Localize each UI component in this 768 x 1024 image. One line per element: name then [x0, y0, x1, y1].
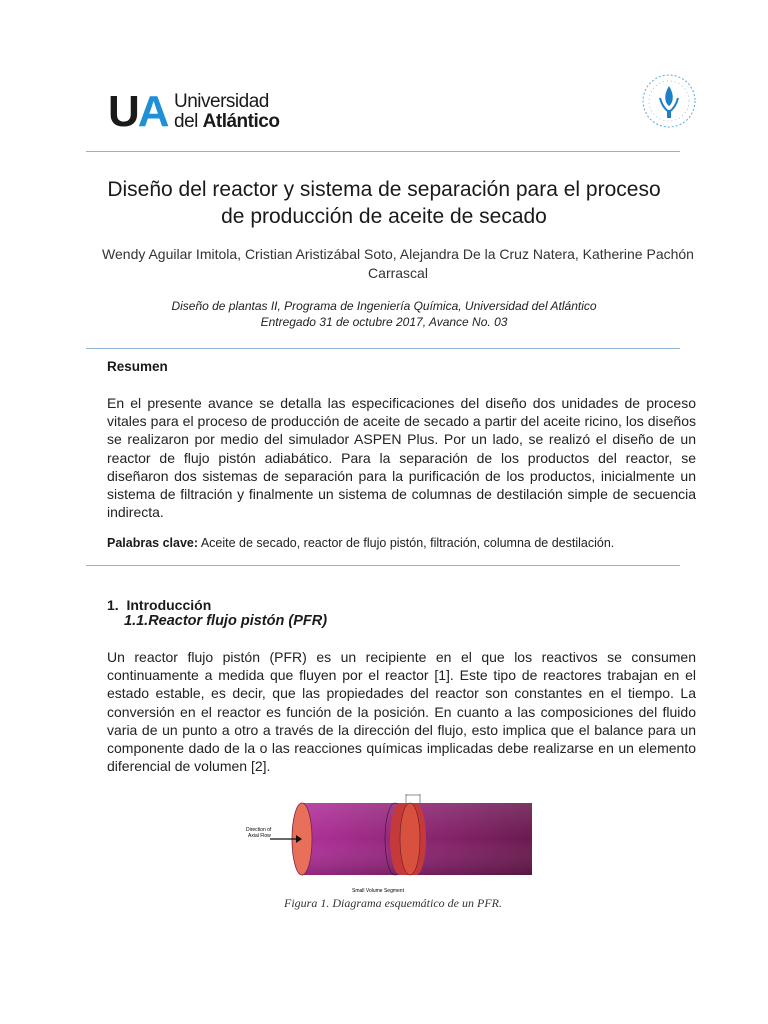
abstract-top-rule [86, 348, 680, 349]
university-seal-icon [640, 72, 698, 130]
pfr-diagram [240, 786, 540, 894]
subsection-heading: 1.1.Reactor flujo pistón (PFR) [124, 613, 328, 629]
logo-mark: UA [108, 87, 168, 136]
paper-title: Diseño del reactor y sistema de separación para el proceso de producción de aceite de secado [107, 178, 661, 228]
logo-wordmark: Universidad del Atlántico [174, 91, 280, 132]
segment-label: Small Volume Segment [352, 888, 404, 894]
abstract-text: En el presente avance se detalla las especificaciones del diseño dos unidades de proceso vitales para el proceso de producción de aceite de secado a partir del aceite ricino, los diseños se realizaron por medio del simulador ASPEN Plus. Por un lado, se realizó el diseño de un reactor de flujo pistón adiabático. Para la separación de los productos del reactor, se diseñaron dos sistemas de separación para la purificación de los productos, inicialmente un sistema de filtración y finalmente un sistema de columnas de destilación simple de secuencia indirecta. [107, 395, 696, 521]
volume-segment-face [400, 803, 420, 875]
affiliation: Diseño de plantas II, Programa de Ingeniería Química, Universidad del Atlántico Entregado 31 de octubre 2017, Avance No. 03 [171, 299, 597, 329]
direction-label-1: Direction of [246, 827, 272, 833]
section-heading: 1. Introducción [107, 597, 212, 613]
header-rule [86, 151, 680, 152]
direction-label-2: Axial Flow [248, 833, 271, 839]
abstract-bottom-rule [86, 565, 680, 566]
author-list: Wendy Aguilar Imitola, Cristian Aristizábal Soto, Alejandra De la Cruz Natera, Katherine Pachón Carrascal [102, 246, 694, 281]
figure-caption: Figura 1. Diagrama esquemático de un PFR. [284, 896, 502, 910]
intro-paragraph: Un reactor flujo pistón (PFR) es un recipiente en el que los reactivos se consumen continuamente a medida que fluyen por el reactor [1]. Este tipo de reactores trabajan en el estado estable, es decir, que las propiedades del reactor son constantes en el tiempo. La conversión en el reactor es función de la posición. En cuanto a las composiciones del fluido varia de un punto a otro a través de la dirección del flujo, esto implica que el balance para un componente dado de la o las reacciones químicas implicadas debe realizarse en un elemento diferencial de volumen [2]. [107, 649, 696, 775]
keywords: Palabras clave: Aceite de secado, reactor de flujo pistón, filtración, columna de destilación. [107, 536, 615, 550]
abstract-heading: Resumen [107, 359, 168, 374]
university-logo [108, 88, 288, 134]
